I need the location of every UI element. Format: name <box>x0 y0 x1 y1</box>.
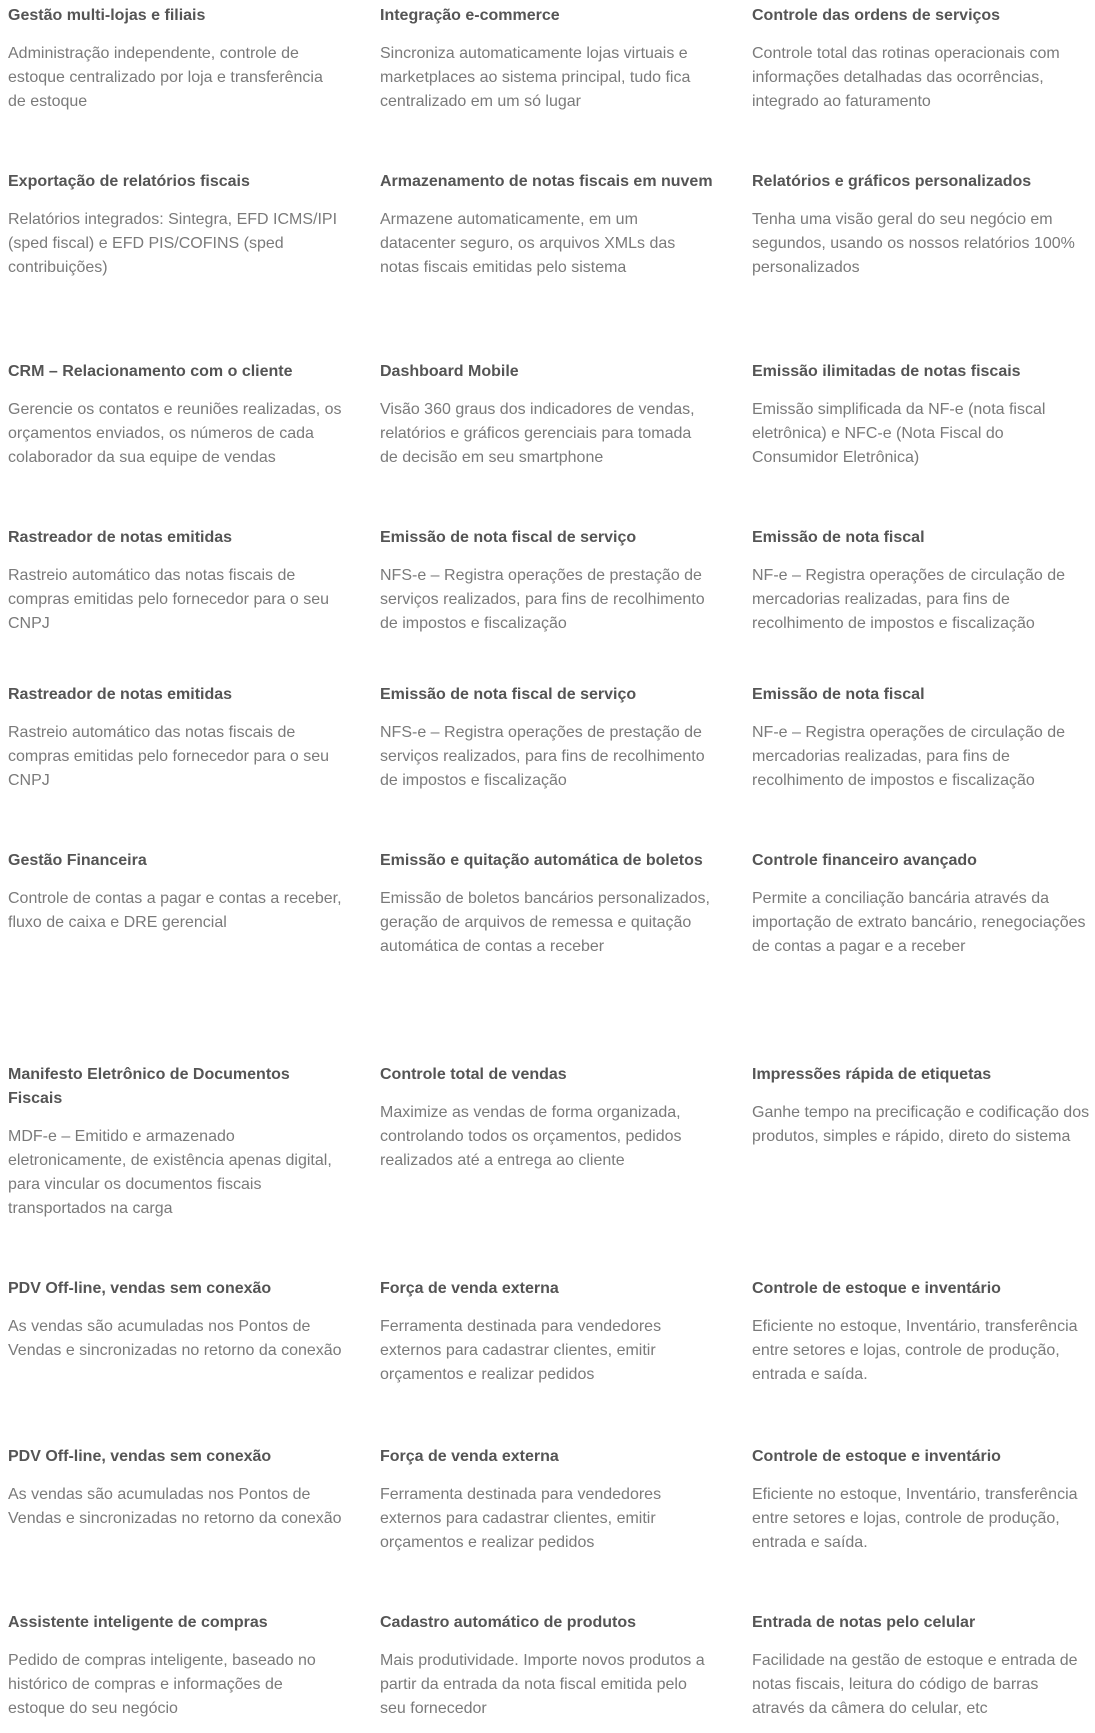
feature-description: Controle total das rotinas operacionais com informações detalhadas das ocorrências, integrado ao faturamento <box>752 45 1060 110</box>
feature-title: PDV Off-line, vendas sem conexão <box>8 1448 272 1465</box>
feature-description: Mais produtividade. Importe novos produtos a partir da entrada da nota fiscal emitida pelo seu fornecedor <box>380 1652 705 1717</box>
feature-description: Eficiente no estoque, Inventário, transferência entre setores e lojas, controle de produção, entrada e saída. <box>752 1318 1078 1383</box>
feature-description: NF-e – Registra operações de circulação de mercadorias realizadas, para fins de recolhimento de impostos e fiscalização <box>752 567 1066 632</box>
feature-item <box>380 1063 720 1173</box>
feature-item <box>752 683 1092 793</box>
feature-item <box>380 1445 720 1555</box>
feature-title: Cadastro automático de produtos <box>380 1614 637 1631</box>
feature-title: Exportação de relatórios fiscais <box>8 173 250 190</box>
feature-title: Força de venda externa <box>380 1448 559 1465</box>
feature-item <box>8 360 348 470</box>
feature-description: Emissão de boletos bancários personalizados, geração de arquivos de remessa e quitação automática de contas a receber <box>380 890 710 955</box>
feature-item <box>8 1277 348 1363</box>
feature-item <box>752 4 1092 114</box>
feature-item <box>380 170 720 280</box>
feature-item <box>8 1445 348 1531</box>
feature-description: Sincroniza automaticamente lojas virtuais e marketplaces ao sistema principal, tudo fica centralizado em um só lugar <box>380 45 691 110</box>
feature-description: MDF-e – Emitido e armazenado eletronicamente, de existência apenas digital, para vincular os documentos fiscais transportados na carga <box>8 1128 332 1217</box>
feature-description: Maximize as vendas de forma organizada, controlando todos os orçamentos, pedidos realizados até a entrega ao cliente <box>380 1104 682 1169</box>
feature-item <box>8 849 348 935</box>
feature-description: Relatórios integrados: Sintegra, EFD ICMS/IPI (sped fiscal) e EFD PIS/COFINS (sped contribuições) <box>8 211 338 276</box>
feature-title: Manifesto Eletrônico de Documentos Fiscais <box>8 1066 290 1107</box>
feature-description: As vendas são acumuladas nos Pontos de Vendas e sincronizadas no retorno da conexão <box>8 1486 342 1527</box>
feature-description: As vendas são acumuladas nos Pontos de Vendas e sincronizadas no retorno da conexão <box>8 1318 342 1359</box>
feature-item <box>8 170 348 280</box>
feature-item <box>752 360 1092 470</box>
feature-title: Controle de estoque e inventário <box>752 1448 1001 1465</box>
feature-item <box>380 683 720 793</box>
feature-description: Controle de contas a pagar e contas a receber, fluxo de caixa e DRE gerencial <box>8 890 342 931</box>
feature-description: Ferramenta destinada para vendedores externos para cadastrar clientes, emitir orçamentos e realizar pedidos <box>380 1318 662 1383</box>
feature-title: Impressões rápida de etiquetas <box>752 1066 992 1083</box>
feature-item <box>8 526 348 636</box>
feature-item <box>380 4 720 114</box>
feature-title: Emissão de nota fiscal <box>752 529 925 546</box>
feature-title: PDV Off-line, vendas sem conexão <box>8 1280 272 1297</box>
feature-title: Emissão de nota fiscal de serviço <box>380 529 637 546</box>
feature-title: Gestão Financeira <box>8 852 147 869</box>
feature-item <box>380 360 720 470</box>
feature-description: Pedido de compras inteligente, baseado no histórico de compras e informações de estoque do seu negócio <box>8 1652 316 1717</box>
feature-title: Dashboard Mobile <box>380 363 519 380</box>
feature-title: Entrada de notas pelo celular <box>752 1614 976 1631</box>
feature-description: Administração independente, controle de estoque centralizado por loja e transferência de estoque <box>8 45 323 110</box>
feature-title: Emissão e quitação automática de boletos <box>380 852 703 869</box>
feature-description: Eficiente no estoque, Inventário, transferência entre setores e lojas, controle de produção, entrada e saída. <box>752 1486 1078 1551</box>
feature-title: Emissão de nota fiscal <box>752 686 925 703</box>
feature-item <box>8 1063 348 1221</box>
feature-title: Integração e-commerce <box>380 7 560 24</box>
feature-item <box>380 526 720 636</box>
feature-title: Controle das ordens de serviços <box>752 7 1001 24</box>
feature-description: NFS-e – Registra operações de prestação de serviços realizados, para fins de recolhimento de impostos e fiscalização <box>380 567 705 632</box>
feature-title: Gestão multi-lojas e filiais <box>8 7 206 24</box>
feature-item <box>8 1611 348 1721</box>
feature-title: Controle total de vendas <box>380 1066 567 1083</box>
feature-description: NF-e – Registra operações de circulação de mercadorias realizadas, para fins de recolhimento de impostos e fiscalização <box>752 724 1066 789</box>
feature-description: Facilidade na gestão de estoque e entrada de notas fiscais, leitura do código de barras através da câmera do celular, etc <box>752 1652 1078 1717</box>
feature-title: Relatórios e gráficos personalizados <box>752 173 1032 190</box>
feature-description: Tenha uma visão geral do seu negócio em segundos, usando os nossos relatórios 100% personalizados <box>752 211 1075 276</box>
feature-description: Gerencie os contatos e reuniões realizadas, os orçamentos enviados, os números de cada colaborador da sua equipe de vendas <box>8 401 342 466</box>
feature-title: Emissão de nota fiscal de serviço <box>380 686 637 703</box>
feature-description: Rastreio automático das notas fiscais de compras emitidas pelo fornecedor para o seu CNPJ <box>8 567 330 632</box>
feature-item <box>8 683 348 793</box>
feature-description: Visão 360 graus dos indicadores de vendas, relatórios e gráficos gerenciais para tomada de decisão em seu smartphone <box>380 401 695 466</box>
feature-title: Armazenamento de notas fiscais em nuvem <box>380 173 713 190</box>
feature-title: Assistente inteligente de compras <box>8 1614 268 1631</box>
feature-item <box>752 526 1092 636</box>
feature-item <box>8 4 348 114</box>
feature-title: Força de venda externa <box>380 1280 559 1297</box>
feature-item <box>752 1445 1092 1555</box>
feature-item <box>752 1063 1092 1149</box>
feature-title: Rastreador de notas emitidas <box>8 529 233 546</box>
feature-title: Emissão ilimitadas de notas fiscais <box>752 363 1021 380</box>
feature-description: Permite a conciliação bancária através da importação de extrato bancário, renegociações de contas a pagar e a receber <box>752 890 1086 955</box>
feature-item <box>752 849 1092 959</box>
feature-item <box>380 849 720 959</box>
feature-title: Rastreador de notas emitidas <box>8 686 233 703</box>
feature-description: Rastreio automático das notas fiscais de compras emitidas pelo fornecedor para o seu CNPJ <box>8 724 330 789</box>
feature-description: Emissão simplificada da NF-e (nota fiscal eletrônica) e NFC-e (Nota Fiscal do Consumidor Eletrônica) <box>752 401 1046 466</box>
feature-title: CRM – Relacionamento com o cliente <box>8 363 293 380</box>
feature-item <box>380 1277 720 1387</box>
feature-item <box>752 1277 1092 1387</box>
feature-item <box>752 1611 1092 1721</box>
feature-description: Ganhe tempo na precificação e codificação dos produtos, simples e rápido, direto do sistema <box>752 1104 1090 1145</box>
feature-item <box>752 170 1092 280</box>
feature-description: NFS-e – Registra operações de prestação de serviços realizados, para fins de recolhimento de impostos e fiscalização <box>380 724 705 789</box>
feature-description: Armazene automaticamente, em um datacenter seguro, os arquivos XMLs das notas fiscais emitidas pelo sistema <box>380 211 676 276</box>
feature-title: Controle de estoque e inventário <box>752 1280 1001 1297</box>
feature-description: Ferramenta destinada para vendedores externos para cadastrar clientes, emitir orçamentos e realizar pedidos <box>380 1486 662 1551</box>
feature-item <box>380 1611 720 1721</box>
feature-title: Controle financeiro avançado <box>752 852 977 869</box>
